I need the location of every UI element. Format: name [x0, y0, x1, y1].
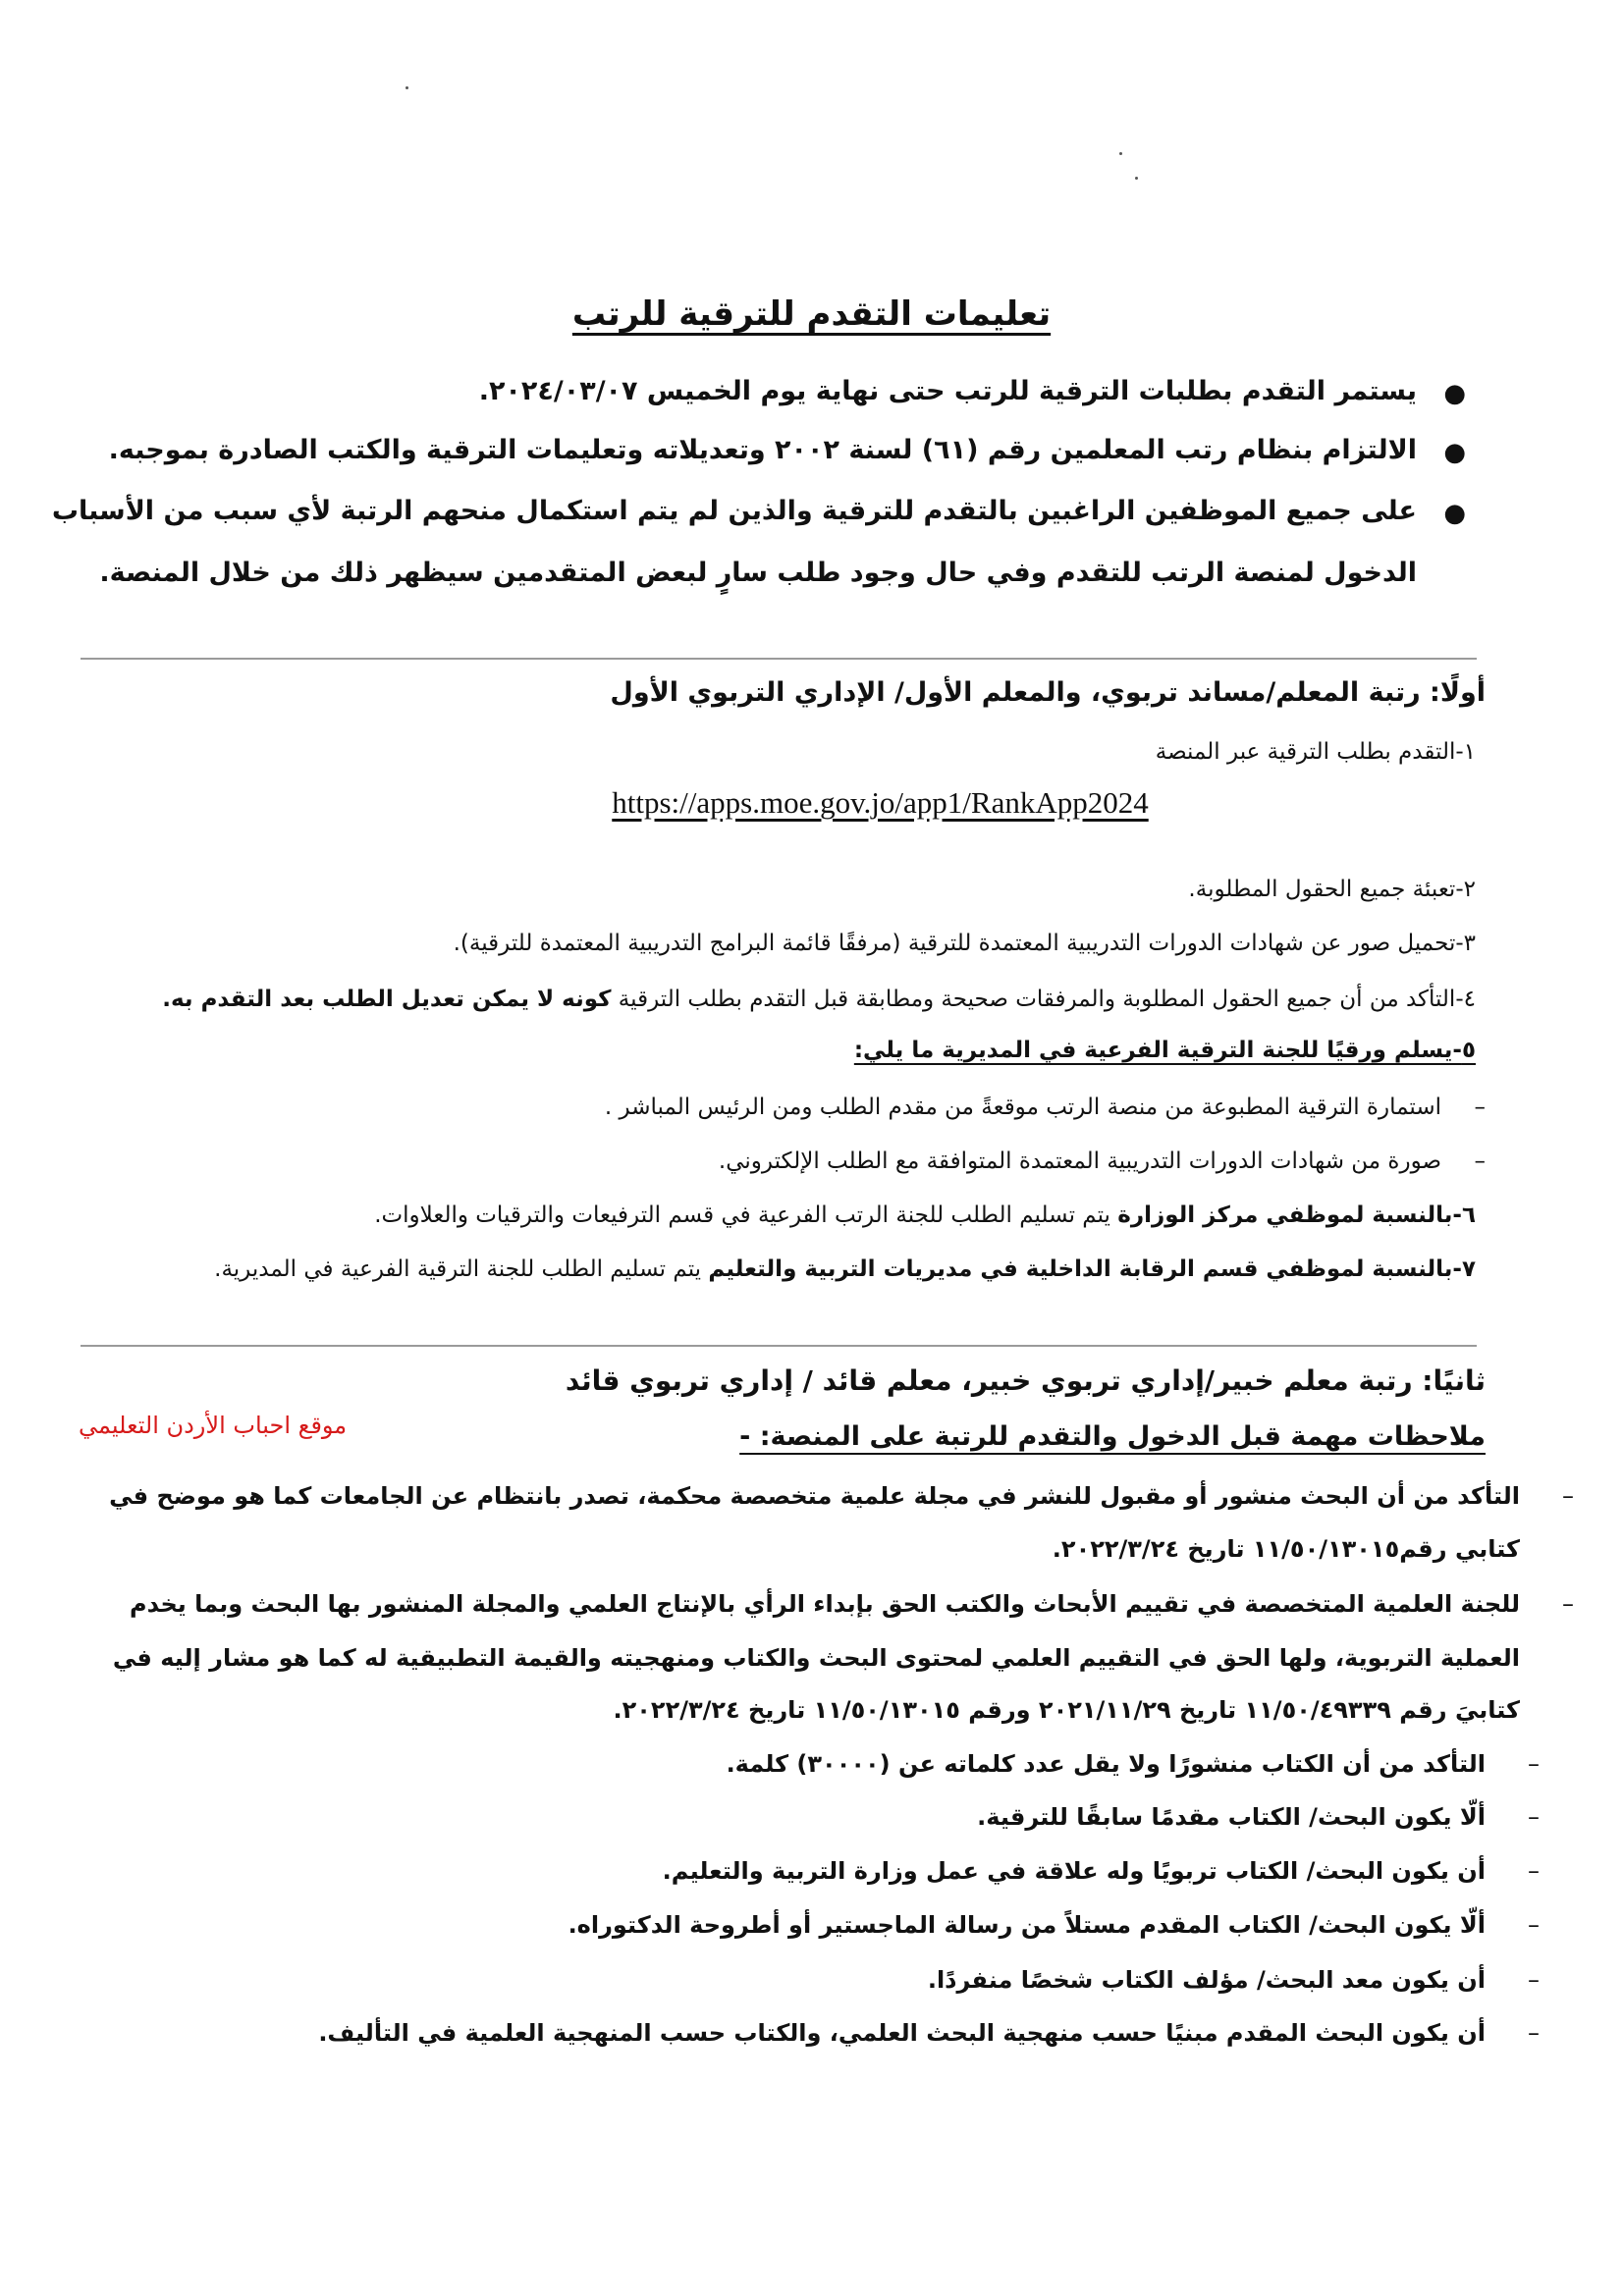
dash-icon: – — [1528, 1966, 1540, 1994]
section1-step-6: ٦-بالنسبة لموظفي مركز الوزارة يتم تسليم الطلب للجنة الرتب الفرعية في قسم الترفيعات والترقيات والعلاوات. — [374, 1202, 1476, 1228]
section2-short-note: – أن يكون معد البحث/ مؤلف الكتاب شخصًا منفردًا. — [927, 1966, 1540, 1994]
section2-note-continued: كتابي رقم١١/٥٠/١٣٠١٥ تاريخ ٢٠٢٢/٣/٢٤. — [1052, 1535, 1520, 1563]
dash-icon: – — [1528, 1857, 1540, 1885]
dash-icon: – — [1474, 1095, 1486, 1120]
dash-icon: – — [1528, 1911, 1540, 1939]
dash-icon: – — [1528, 1803, 1540, 1831]
bullet-icon: ● — [1443, 379, 1466, 408]
section1-step-3: ٣-تحميل صور عن شهادات الدورات التدريبية المعتمدة للترقية (مرفقًا قائمة البرامج التدريبية المعتمدة للترقية). — [453, 931, 1476, 956]
section2-heading: ثانيًا: رتبة معلم خبير/إداري تربوي خبير، معلم قائد / إداري تربوي قائد — [565, 1364, 1486, 1397]
section2-note: – للجنة العلمية المتخصصة في تقييم الأبحاث والكتب الحق بإبداء الرأي بالإنتاج العلمي والمجلة المنشور بها البحث وبما يخدم — [130, 1590, 1574, 1618]
bullet-icon: ● — [1443, 499, 1466, 528]
intro-bullet-3-continued: الدخول لمنصة الرتب للتقدم وفي حال وجود طلب سارٍ لبعض المتقدمين سيظهر ذلك من خلال المنصة. — [99, 558, 1417, 588]
intro-bullet-2: ● الالتزام بنظام رتب المعلمين رقم (٦١) لسنة ٢٠٠٢ وتعديلاته وتعليمات الترقية والكتب الصادرة بموجبه. — [108, 435, 1466, 467]
section-divider — [81, 1345, 1477, 1347]
dash-icon: – — [1528, 1750, 1540, 1778]
section-divider — [81, 658, 1477, 660]
section2-short-note: – أن يكون البحث/ الكتاب تربويًا وله علاقة في عمل وزارة التربية والتعليم. — [662, 1857, 1540, 1885]
section1-step-5-item: – صورة من شهادات الدورات التدريبية المعتمدة المتوافقة مع الطلب الإلكتروني. — [718, 1148, 1486, 1174]
dash-icon: – — [1562, 1590, 1574, 1618]
section1-step-5-item: – استمارة الترقية المطبوعة من منصة الرتب موقعةً من مقدم الطلب ومن الرئيس المباشر . — [604, 1095, 1486, 1120]
section2-note: – التأكد من أن البحث منشور أو مقبول للنشر في مجلة علمية متخصصة محكمة، تصدر بانتظام عن الجامعات كما هو موضح في — [109, 1482, 1574, 1510]
section1-heading: أولًا: رتبة المعلم/مساند تربوي، والمعلم الأول/ الإداري التربوي الأول — [610, 677, 1486, 708]
site-watermark: موقع احباب الأردن التعليمي — [79, 1412, 348, 1439]
rank-app-link[interactable]: https://apps.moe.gov.jo/app1/RankApp2024 — [612, 785, 1149, 820]
section2-notes-heading: ملاحظات مهمة قبل الدخول والتقدم للرتبة على المنصة: - — [739, 1421, 1486, 1452]
intro-bullet-1: ● يستمر التقدم بطلبات الترقية للرتب حتى نهاية يوم الخميس ٢٠٢٤/٠٣/٠٧. — [478, 376, 1466, 408]
section2-note-continued: العملية التربوية، ولها الحق في التقييم العلمي لمحتوى البحث والكتاب ومنهجيته والقيمة التطبيقية له كما هو مشار إليه في — [112, 1644, 1520, 1672]
section2-note-continued: كتابيَ رقم ١١/٥٠/٤٩٣٣٩ تاريخ ٢٠٢١/١١/٢٩ ورقم ١١/٥٠/١٣٠١٥ تاريخ ٢٠٢٢/٣/٢٤. — [613, 1696, 1520, 1724]
intro-bullet-3: ● على جميع الموظفين الراغبين بالتقدم للترقية والذين لم يتم استكمال منحهم الرتبة لأي سبب من الأسباب — [51, 496, 1466, 528]
dash-icon: – — [1474, 1148, 1486, 1174]
scan-speck — [1135, 177, 1138, 180]
section2-short-note: – ألّا يكون البحث/ الكتاب مقدمًا سابقًا للترقية. — [977, 1803, 1540, 1831]
section2-short-note: – التأكد من أن الكتاب منشورًا ولا يقل عدد كلماته عن (٣٠٠٠٠) كلمة. — [726, 1750, 1540, 1778]
section1-step-2: ٢-تعبئة جميع الحقول المطلوبة. — [1188, 877, 1476, 902]
scan-speck — [1119, 152, 1122, 155]
step-4-emphasis: كونه لا يمكن تعديل الطلب بعد التقدم به. — [162, 987, 612, 1012]
scan-speck — [406, 86, 408, 89]
bullet-icon: ● — [1443, 438, 1466, 467]
section1-step-1: ١-التقدم بطلب الترقية عبر المنصة — [1155, 739, 1476, 765]
document-title: تعليمات التقدم للترقية للرتب — [571, 294, 1052, 334]
section2-short-note: – أن يكون البحث المقدم مبنيًا حسب منهجية البحث العلمي، والكتاب حسب المنهجية العلمية في التأليف. — [318, 2019, 1540, 2047]
dash-icon: – — [1528, 2019, 1540, 2047]
section1-step-5: ٥-يسلم ورقيًا للجنة الترقية الفرعية في المديرية ما يلي: — [853, 1038, 1476, 1063]
dash-icon: – — [1562, 1482, 1574, 1510]
section2-short-note: – ألّا يكون البحث/ الكتاب المقدم مستلاً من رسالة الماجستير أو أطروحة الدكتوراه. — [568, 1911, 1540, 1939]
section1-step-7: ٧-بالنسبة لموظفي قسم الرقابة الداخلية في مديريات التربية والتعليم يتم تسليم الطلب للجنة الترقية الفرعية في المديرية. — [214, 1256, 1476, 1282]
section1-step-4: ٤-التأكد من أن جميع الحقول المطلوبة والمرفقات صحيحة ومطابقة قبل التقدم بطلب الترقية كونه لا يمكن تعديل الطلب بعد التقدم به. — [162, 987, 1476, 1012]
